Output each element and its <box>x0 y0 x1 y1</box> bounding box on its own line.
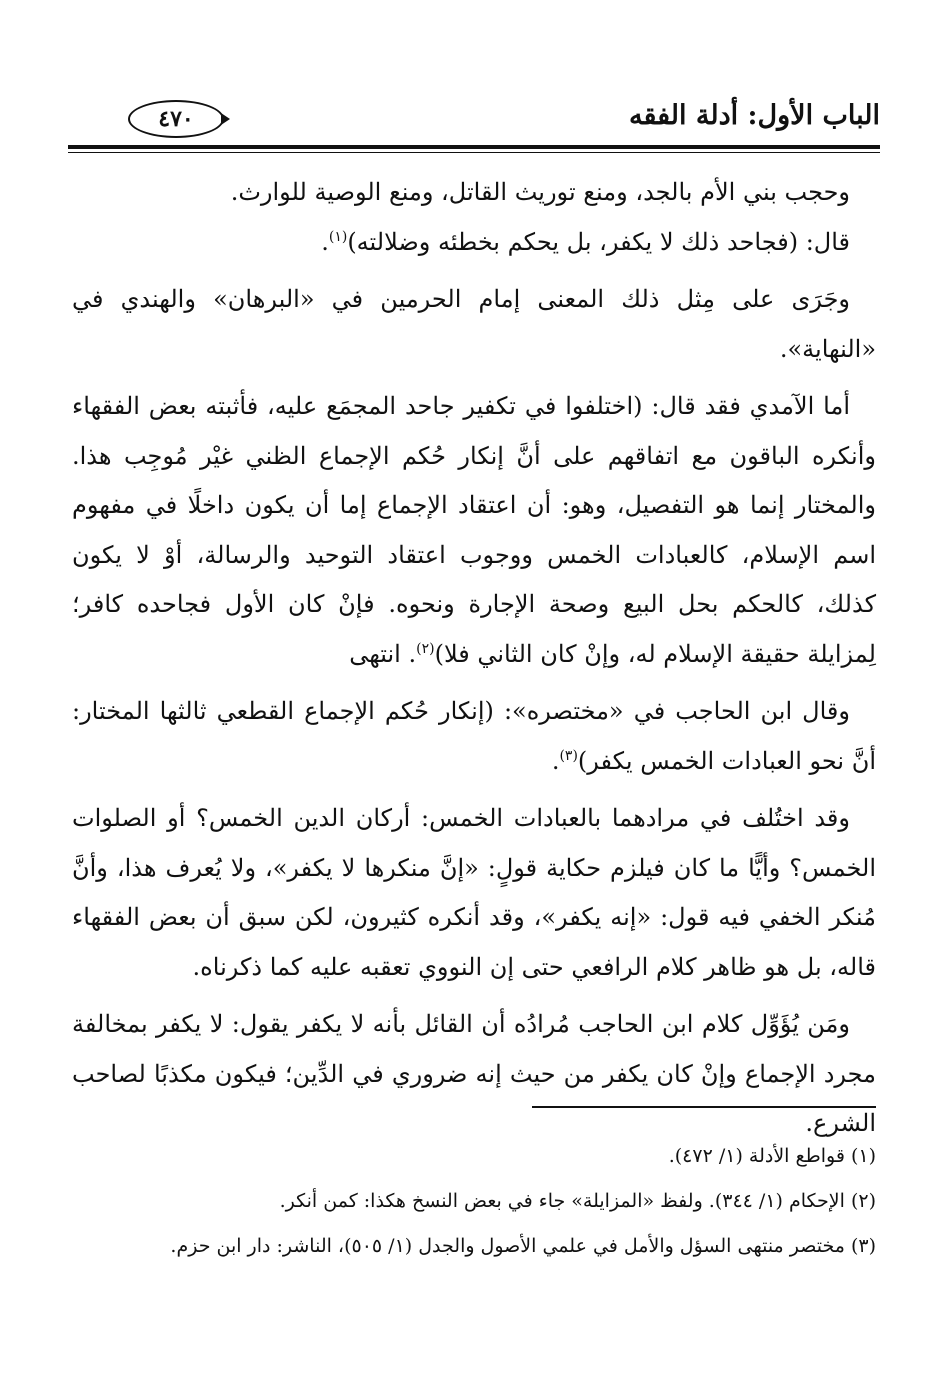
footnote: (١) قواطع الأدلة (١/ ٤٧٢). <box>668 1145 876 1167</box>
paragraph-text: قال: (فجاحد ذلك لا يكفر، بل يحكم بخطئه وضلالته) <box>347 227 850 256</box>
paragraph <box>72 1000 876 1149</box>
paragraph <box>72 168 876 218</box>
chapter-title: الباب الأول: أدلة الفقه <box>629 100 880 131</box>
footnote-ref: (٢) <box>416 640 435 657</box>
running-header <box>68 92 880 144</box>
page-number-badge <box>128 100 224 138</box>
footnote: (٣) مختصر منتهى السؤل والأمل في علمي الأصول والجدل (١/ ٥٠٥)، الناشر: دار ابن حزم. <box>170 1235 876 1257</box>
paragraph-text: وحجب بني الأم بالجد، ومنع توريث القاتل، ومنع الوصية للوارث. <box>230 178 850 206</box>
paragraph-text: وقال ابن الحاجب في «مختصره»: (إنكار حُكم الإجماع القطعي ثالثها المختار: أنَّ نحو العبادات الخمس يكفر) <box>72 697 876 775</box>
main-text <box>72 168 876 1157</box>
footnotes <box>72 1134 876 1269</box>
footnote-ref: (١) <box>328 228 348 245</box>
paragraph-text: ومَن يُؤَوِّل كلام ابن الحاجب مُرادُه أن القائل بأنه لا يكفر يقول: لا يكفر بمخالفة مجرد الإجماع وإنْ كان يكفر من حيث إنه ضروري في الدِّين؛ فيكون مكذبًا لصاحب الشرع. <box>72 1010 876 1137</box>
footnote-separator <box>532 1106 876 1108</box>
header-rule-thick <box>68 145 880 149</box>
paragraph-tail: . <box>321 227 329 256</box>
paragraph <box>72 275 876 374</box>
badge-arrow-icon <box>221 113 230 125</box>
paragraph-tail: . <box>551 746 560 775</box>
paragraph-text: وجَرَى على مِثل ذلك المعنى إمام الحرمين في «البرهان» والهندي في «النهاية». <box>72 285 876 363</box>
paragraph <box>72 382 876 679</box>
footnote: (٢) الإحكام (١/ ٣٤٤). ولفظ «المزايلة» جاء في بعض النسخ هكذا: كمن أنكر. <box>279 1190 876 1212</box>
paragraph-tail: . انتهى <box>349 639 417 668</box>
footnote-ref: (٣) <box>559 747 578 764</box>
header-rule-thin <box>68 152 880 153</box>
paragraph-text: وقد اختُلف في مرادهما بالعبادات الخمس: أركان الدين الخمس؟ أو الصلوات الخمس؟ وأيًّا ما كان فيلزم حكاية قولٍ: «إنَّ منكرها لا يكفر»، ولا يُعرف هذا، وأنَّ مُنكر الخفي فيه قول: «إنه يكفر»، وقد أنكره كثيرون، لكن سبق أن بعض الفقهاء قاله، بل هو ظاهر كلام الرافعي حتى إن النووي تعقبه عليه كما ذكرناه. <box>72 804 876 981</box>
paragraph <box>72 218 876 268</box>
page-number: ٤٧٠ <box>158 106 194 132</box>
paragraph <box>72 794 876 992</box>
paragraph <box>72 687 876 786</box>
paragraph-text: أما الآمدي فقد قال: (اختلفوا في تكفير جاحد المجمَع عليه، فأثبته بعض الفقهاء وأنكره الباقون مع اتفاقهم على أنَّ إنكار حُكم الإجماع الظني غيْر مُوجِب هذا. والمختار إنما هو التفصيل، وهو: أن اعتقاد الإجماع إما أن يكون داخلًا في مفهوم اسم الإسلام، كالعبادات الخمس ووجوب اعتقاد التوحيد والرسالة، أوْ لا يكون كذلك، كالحكم بحل البيع وصحة الإجارة ونحوه. فإنْ كان الأول فجاحده كافر؛ لِمزايلة حقيقة الإسلام له، وإنْ كان الثاني فلا) <box>72 392 876 668</box>
